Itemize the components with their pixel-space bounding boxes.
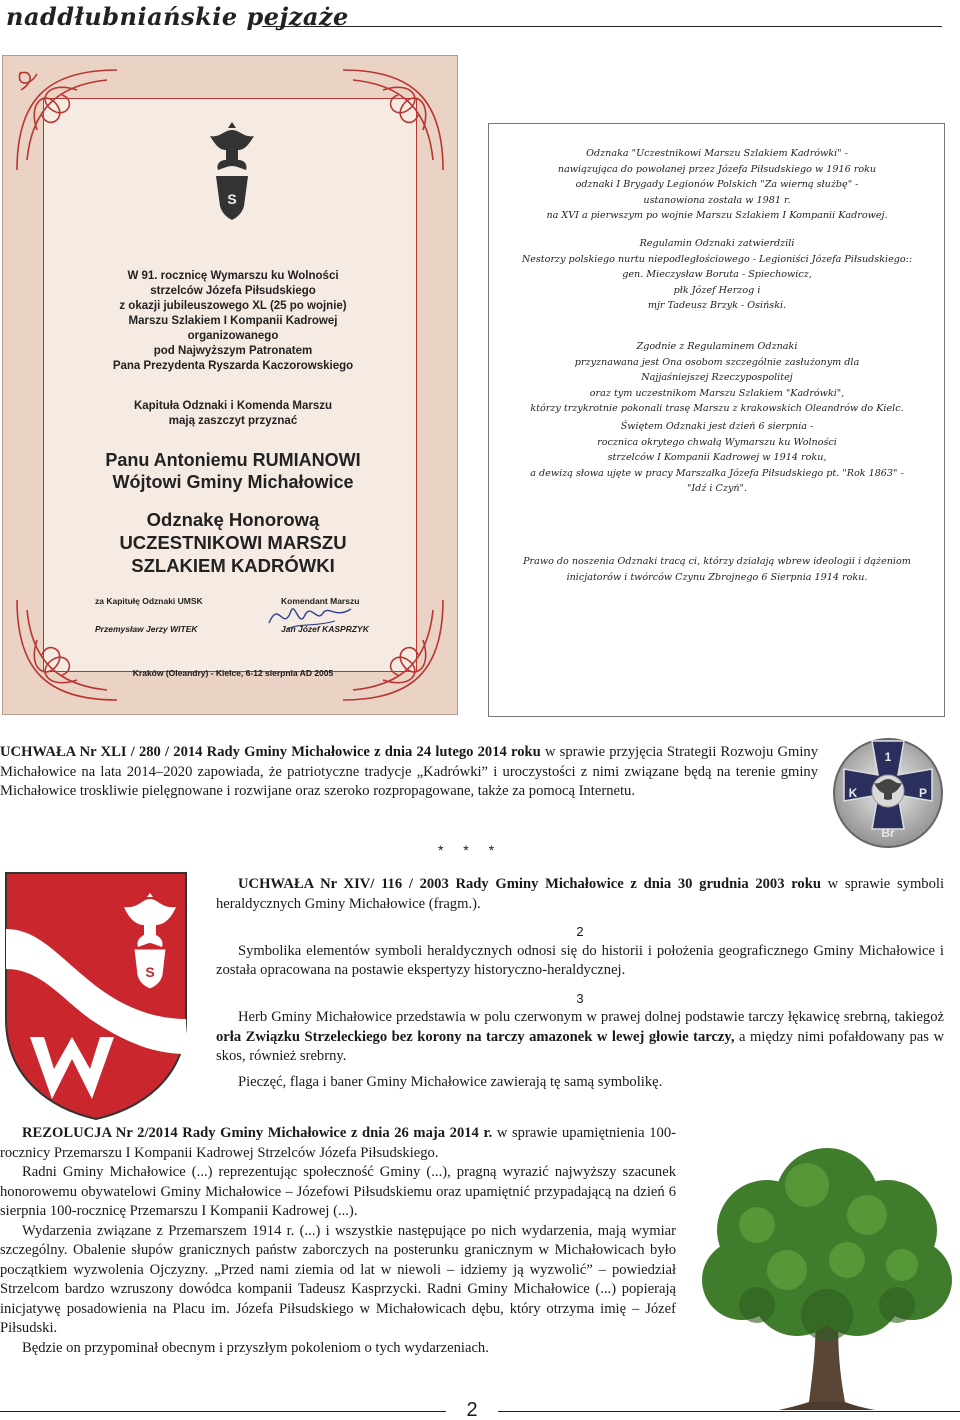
eagle-crest-icon (206, 116, 258, 236)
corner-flourish-icon (333, 60, 453, 180)
resolution-commemoration (0, 1124, 676, 1358)
footer-rule (498, 1411, 960, 1412)
signatory-left-role: za Kapitułę Odznaki UMSK (95, 596, 203, 606)
regulation-block: Prawo do noszenia Odznaki tracą ci, którzy działają wbrew ideologii i dążeniom inicjatorów i twórców Czynu Zbrojnego 6 Sierpnia 1914 roku. (523, 556, 911, 583)
footer-rule (0, 1411, 446, 1412)
section-number: 2 (576, 924, 584, 939)
paragraph: Będzie on przypominał obecnym i przyszłym pokoleniom o tych wydarzeniach. (22, 1339, 489, 1356)
section-text: Herb Gminy Michałowice przedstawia w polu czerwonym w prawej dolnej podstawie tarczy łękawicę srebrną, takiegoż (238, 1009, 944, 1025)
medal-letter: Br (881, 826, 895, 840)
resolution-text: w sprawie symboli heraldycznych Gminy Michałowice (fragm.). (216, 876, 944, 912)
badge-regulation (488, 123, 945, 717)
regulation-block: Zgodnie z Regulaminem Odznaki przyznawana jest Ona osobom szczególnie zasłużonym dla Najjaśniejszej Rzeczypospolitej oraz tym uczestnikom Marszu Szlakiem "Kadrówki", którzy trzykrotnie pokonali trasę Marszu z krakowskich Oleandrów do Kielc. (530, 341, 904, 414)
coat-of-arms-icon (0, 869, 192, 1121)
medal-letter: 1 (884, 750, 892, 764)
paragraph: Radni Gminy Michałowice (...) reprezentując społeczność Gminy (...), pragną wyrazić najwyższy szacunek honorowemu obywatelowi Gminy Michałowice – Józefowi Piłsudskiemu oraz upamiętnić przypadającą na dzień 6 sierpnia 100-rocznicę Przemarszu I Kompanii Kadrowej (...). (0, 1164, 676, 1219)
signatory-left (95, 596, 203, 634)
medal-letter: P (918, 786, 928, 800)
signatory-left-name: Przemysław Jerzy WITEK (95, 624, 198, 634)
section-text: a między nimi pofałdowany pas w skos, również srebrny. (216, 1028, 944, 1064)
signatory-right-name: Jan Józef KASPRZYK (281, 624, 369, 634)
header-rule (262, 26, 942, 27)
section-text: Pieczęć, flaga i baner Gminy Michałowice zawierają tę samą symbolikę. (238, 1073, 663, 1090)
diploma-place-date: Kraków (Oleandry) - Kielce, 6-12 sierpnia AD 2005 (132, 668, 334, 678)
regulation-block: Odznaka "Uczestnikowi Marszu Szlakiem Kadrówki" - nawiązująca do powołanej przez Józefa Piłsudskiego w 1916 roku odznaki I Brygady Legionów Polskich "Za wierną służbę" - ustanowiona została w 1981 r. na XVI a pierwszym po wojnie Marszu Szlakiem I Kompanii Kadrowej. (546, 148, 888, 221)
section-text-bold: orła Związku Strzeleckiego bez korony na tarczy amazonek w lewej głowie tarczy, (216, 1028, 735, 1045)
diploma-recipient: Panu Antoniemu RUMIANOWI Wójtowi Gminy Michałowice (105, 450, 361, 492)
resolution-title: UCHWAŁA Nr XIV/ 116 / 2003 Rady Gminy Michałowice z dnia 30 grudnia 2003 roku (238, 876, 821, 892)
regulation-block: Regulamin Odznaki zatwierdzili Nestorzy polskiego nurtu niepodległościowego - Legioniści Józefa Piłsudskiego:: gen. Mieczysław Boruta - Spiechowicz, płk Józef Herzog i mjr Tadeusz Brzyk - Osiński. (521, 238, 913, 311)
section-title: naddłubniańskie pejzaże (6, 2, 349, 31)
resolution-text: w sprawie upamiętnienia 100-rocznicy Przemarszu I Kompanii Kadrowej Strzelców Józefa Piłsudskiego. (0, 1125, 676, 1161)
resolution-strategy (0, 743, 818, 802)
resolution-text: w sprawie przyjęcia Strategii Rozwoju Gminy Michałowice na lata 2014–2020 zapowiada, że patriotyczne tradycje „Kadrówki” i uroczystości z nimi związane będą na terenie gminy Michałowice troskliwie pielęgnowane i rozwijane oraz szeroko rozpropagowane, także za pomocą Internetu. (0, 744, 818, 799)
page-header (0, 0, 960, 40)
svg-text:S: S (145, 964, 155, 980)
diploma-intro: W 91. rocznicę Wymarszu ku Wolności strzelców Józefa Piłsudskiego z okazji jubileuszowego XL (25 po wojnie) Marszu Szlakiem I Kompanii Kadrowej organizowanego pod Najwyższym Patronatem Pana Prezydenta Ryszarda Kaczorowskiego (112, 270, 354, 372)
paragraph: Wydarzenia związane z Przemarszem 1914 r. (...) i wszystkie następujące po nich wydarzenia, mają wymiar szczególny. Obalenie słupów granicznych państw zaborczych na posterunku granicznym w Michałowicach było początkiem wyzwolenia Ojczyzny. „Przed nami ziemia od lat w niewoli – idziemy ją wyzwolić” – powiedział Strzelcom bardzo wzruszony dowódca kompanii Tadeusz Kasprzycki. Radni Gminy Michałowice (...) popierają inicjatywę posadowienia na Placu im. Józefa Piłsudskiego w Michałowicach dębu, który otrzyma imię – Józef Piłsudski. (0, 1222, 676, 1336)
signatory-right (281, 596, 369, 634)
resolution-title: REZOLUCJA Nr 2/2014 Rady Gminy Michałowice z dnia 26 maja 2014 r. (22, 1125, 493, 1141)
section-text: Symbolika elementów symboli heraldycznych odnosi się do historii i położenia geograficznego Gminy Michałowice i została opracowana na postawie ekspertyzy historyczno-heraldycznej. (216, 942, 944, 978)
resolution-title: UCHWAŁA Nr XLI / 280 / 2014 Rady Gminy Michałowice z dnia 24 lutego 2014 roku (0, 744, 541, 760)
section-separator: * * * (437, 842, 503, 858)
svg-text:S: S (227, 191, 237, 207)
diploma-award: Odznakę Honorową UCZESTNIKOWI MARSZU SZLAKIEM KADRÓWKI (119, 509, 347, 576)
medal-letter: K (848, 786, 858, 800)
honorary-diploma (2, 55, 458, 715)
resolution-heraldry (216, 875, 944, 1092)
section-number: 3 (576, 990, 584, 1006)
diploma-chapter: Kapituła Odznaki i Komenda Marszu mają zaszczyt przyznać (133, 400, 333, 427)
oak-tree-icon (697, 1140, 957, 1414)
corner-flourish-icon (7, 60, 127, 180)
cross-badge-icon (828, 733, 948, 858)
signatory-right-role: Komendant Marszu (281, 596, 360, 606)
regulation-block: Świętem Odznaki jest dzień 6 sierpnia - rocznica okrytego chwałą Wymarszu ku Wolności strzelców I Kompanii Kadrowej w 1914 roku, a dewizą słowa ujęte w pracy Marszałka Józefa Piłsudskiego pt. "Rok 1863" - "Idź i Czyń". (530, 421, 904, 494)
page-number: 2 (466, 1399, 478, 1420)
